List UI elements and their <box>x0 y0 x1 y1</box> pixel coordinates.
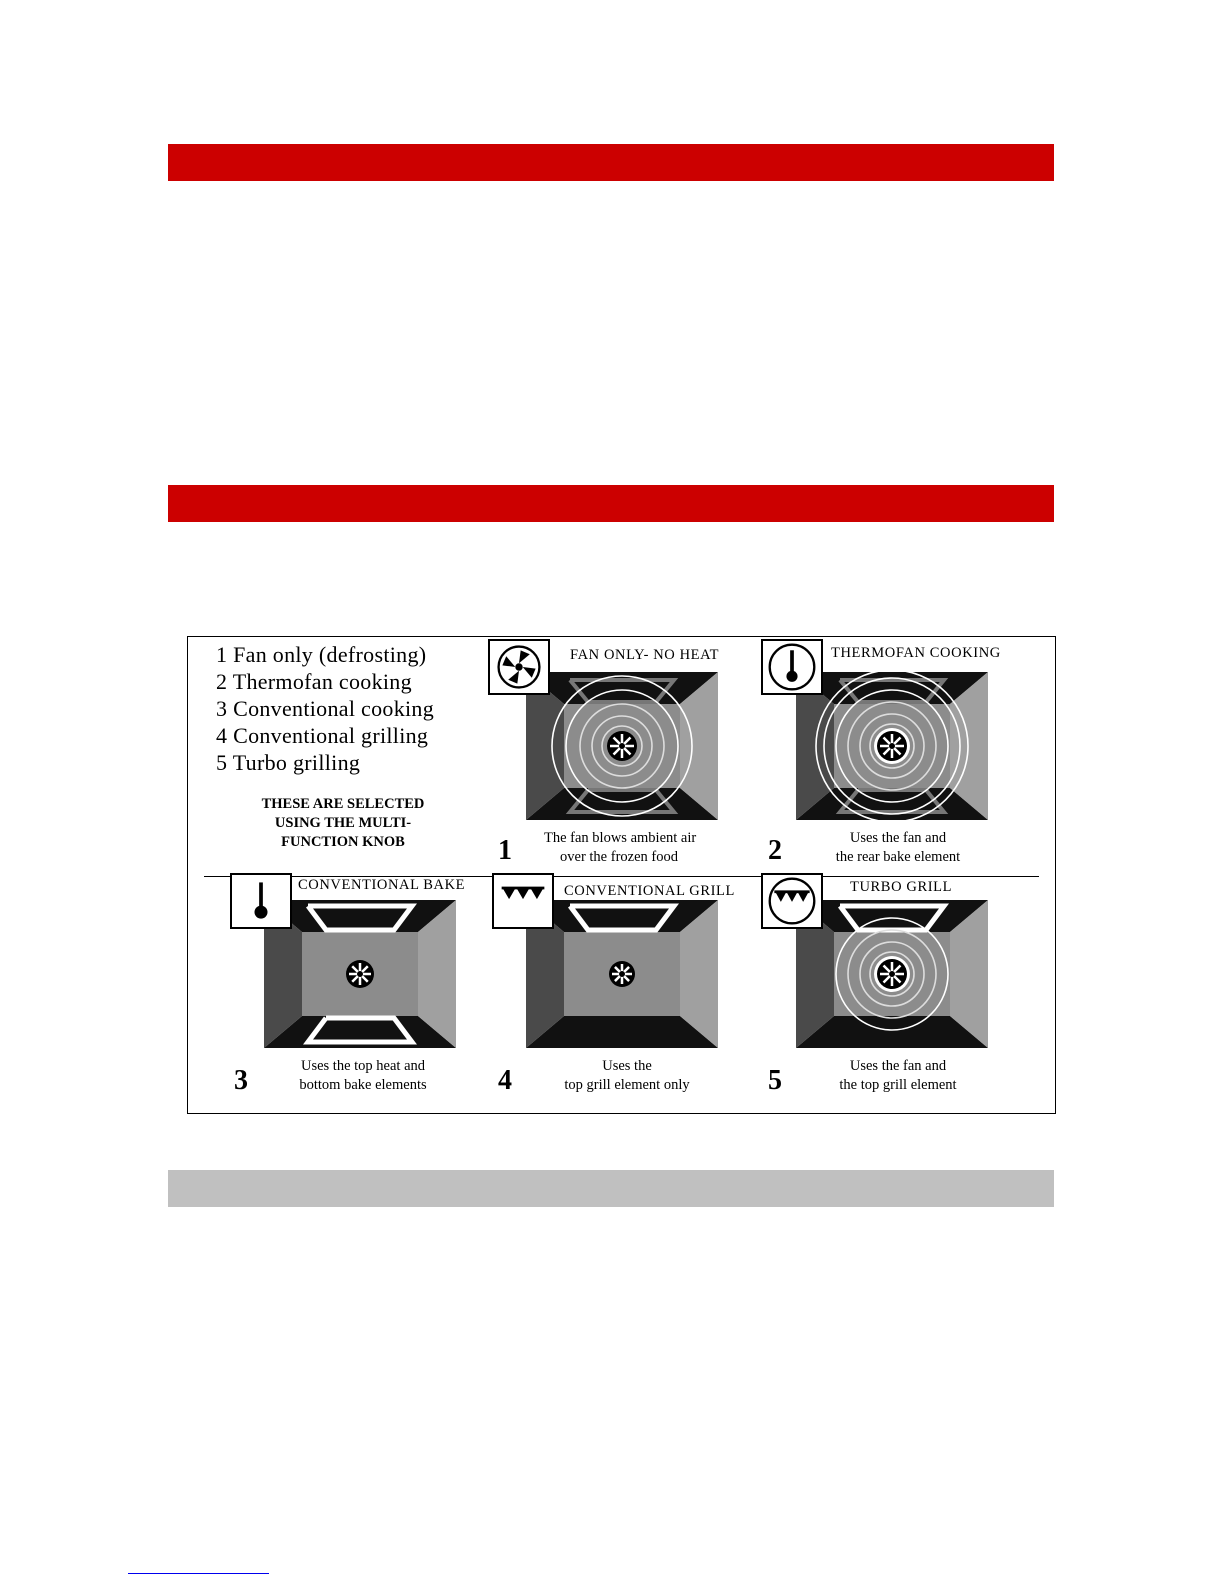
description-line: The fan blows ambient air <box>544 830 697 846</box>
description-line: bottom bake elements <box>299 1077 427 1093</box>
panel-fan-only <box>484 639 754 874</box>
mode-list-item: 1 Fan only (defrosting) <box>216 642 427 667</box>
panel-title: CONVENTIONAL BAKE <box>298 877 466 893</box>
description-line: Uses the top heat and <box>300 1058 426 1074</box>
mode-list-item: 4 Conventional grilling <box>216 723 429 748</box>
panel-number: 4 <box>498 1065 512 1096</box>
footnote-rule <box>128 1573 269 1574</box>
panel-description <box>542 1057 712 1095</box>
panel-conventional-bake <box>218 873 488 1108</box>
oven-functions-figure <box>187 636 1056 1114</box>
description-line: the rear bake element <box>835 849 961 865</box>
section-footer-bar <box>168 1170 1054 1207</box>
fan-icon <box>488 639 550 695</box>
mode-list-item: 3 Conventional cooking <box>216 696 435 721</box>
oven-mode-list <box>216 641 434 776</box>
description-line: the top grill element <box>839 1077 957 1093</box>
oven-diagram <box>526 900 718 1048</box>
oven-diagram <box>526 672 718 820</box>
oven-diagram <box>264 900 456 1048</box>
section-header-bar <box>168 144 1054 181</box>
panel-description <box>278 1057 448 1095</box>
panel-description <box>818 829 978 867</box>
description-line: top grill element only <box>564 1077 690 1093</box>
panel-number: 5 <box>768 1065 782 1096</box>
description-line: over the frozen food <box>560 849 678 865</box>
panel-number: 2 <box>768 835 782 866</box>
description-line: Uses the <box>602 1058 652 1074</box>
panel-title: FAN ONLY- NO HEAT <box>570 647 720 663</box>
panel-turbo-grill <box>758 873 1028 1108</box>
mode-list-item: 5 Turbo grilling <box>216 750 361 775</box>
description-line: Uses the fan and <box>849 1058 947 1074</box>
selection-note-line: FUNCTION KNOB <box>281 834 405 850</box>
oven-diagram <box>796 900 988 1048</box>
thermometer-circle-icon <box>761 639 823 695</box>
panel-thermofan <box>758 639 1028 874</box>
panel-conventional-grill <box>488 873 758 1108</box>
section-header-bar <box>168 485 1054 522</box>
mode-list-item: 2 Thermofan cooking <box>216 669 412 694</box>
panel-number: 1 <box>498 835 512 866</box>
grill-icon <box>492 873 554 929</box>
panel-description <box>818 1057 978 1095</box>
panel-title: THERMOFAN COOKING <box>831 645 1001 661</box>
selection-note-line: THESE ARE SELECTED <box>261 796 425 812</box>
oven-diagram <box>796 672 988 820</box>
panel-title: TURBO GRILL <box>850 879 953 895</box>
selection-note-line: USING THE MULTI- <box>274 815 412 831</box>
selection-note <box>238 795 448 852</box>
panel-title: CONVENTIONAL GRILL <box>564 883 735 899</box>
thermometer-icon <box>230 873 292 929</box>
description-line: Uses the fan and <box>849 830 947 846</box>
turbo-grill-icon <box>761 873 823 929</box>
panel-number: 3 <box>234 1065 248 1096</box>
panel-description <box>544 829 697 867</box>
